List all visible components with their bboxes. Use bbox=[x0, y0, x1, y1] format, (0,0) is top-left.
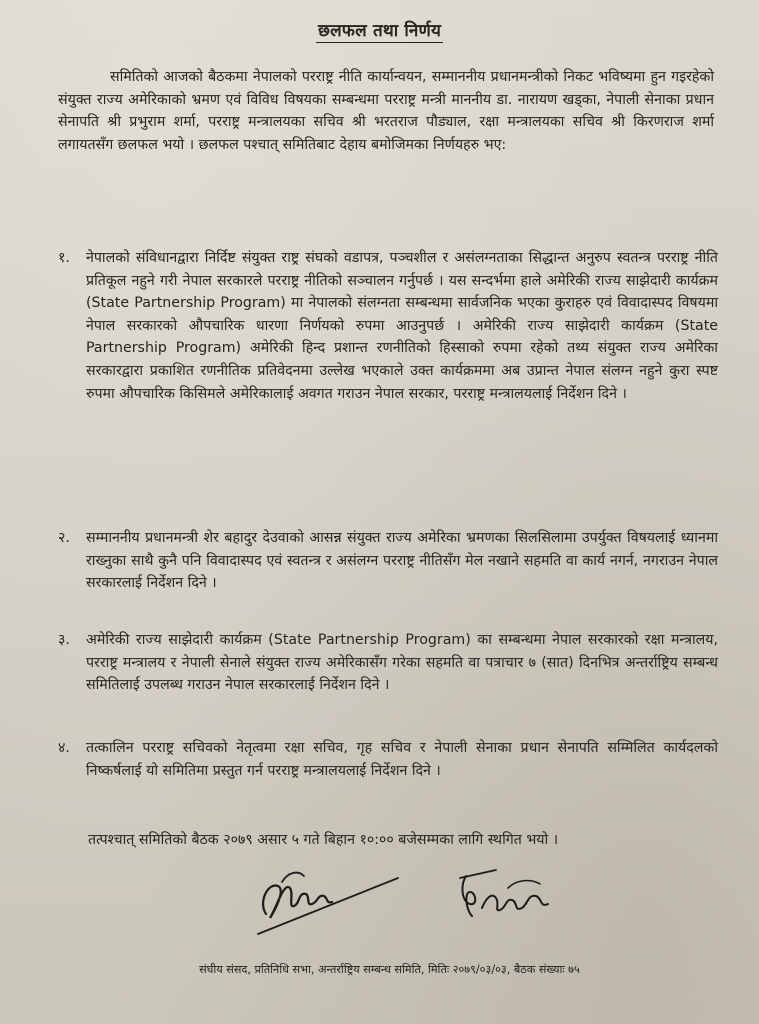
intro-paragraph: समितिको आजको बैठकमा नेपालको परराष्ट्र नीति कार्यान्वयन, सम्माननीय प्रधानमन्त्रीको निकट भविष्यमा हुन गइरहेको संयुक्त राज्य अमेरिकाको भ्रमण एवं विविध विषयका सम्बन्धमा परराष्ट्र मन्त्री माननीय डा. नारायण खड्का, नेपाली सेनाका प्रधान सेनापति श्री प्रभुराम शर्मा, परराष्ट्र मन्त्रालयका सचिव श्री भरतराज पौड्याल, रक्षा मन्त्रालयका सचिव श्री किरणराज शर्मा लगायतसँग छलफल भयो । छलफल पश्चात् समितिबाट देहाय बमोजिमका निर्णयहरु भए: bbox=[58, 69, 714, 153]
closing-statement: तत्पश्चात् समितिको बैठक २०७९ असार ५ गते बिहान १०:०० बजेसम्मका लागि स्थगित भयो । bbox=[88, 832, 559, 848]
decision-item-4 bbox=[58, 737, 718, 782]
document-title-text: छलफल तथा निर्णय bbox=[317, 21, 442, 41]
decision-number: १. bbox=[58, 250, 70, 266]
decision-number: ३. bbox=[58, 632, 70, 648]
decision-text: अमेरिकी राज्य साझेदारी कार्यक्रम (State Partnership Program) का सम्बन्धमा नेपाल सरकारको रक्षा मन्त्रालय, परराष्ट्र मन्त्रालय र नेपाली सेनाले संयुक्त राज्य अमेरिकासँग गरेका सहमति वा पत्राचार ७ (सात) दिनभित्र अन्तर्राष्ट्रिय सम्बन्ध समितिलाई उपलब्ध गराउन नेपाल सरकारलाई निर्देशन दिने । bbox=[86, 632, 718, 694]
decision-item-1 bbox=[58, 247, 718, 405]
decision-text: तत्कालिन परराष्ट्र सचिवको नेतृत्वमा रक्षा सचिव, गृह सचिव र नेपाली सेनाका प्रधान सेनापति सम्मिलित कार्यदलको निष्कर्षलाई यो समितिमा प्रस्तुत गर्न परराष्ट्र मन्त्रालयलाई निर्देशन दिने । bbox=[86, 740, 718, 779]
decision-item-3 bbox=[58, 629, 718, 697]
decision-text: सम्माननीय प्रधानमन्त्री शेर बहादुर देउवाको आसन्न संयुक्त राज्य अमेरिका भ्रमणका सिलसिलामा उपर्युक्त विषयलाई ध्यानमा राख्नुका साथै कुनै पनि विवादास्पद एवं स्वतन्त्र र असंलग्न परराष्ट्र नीतिसँग मेल नखाने सहमति वा कार्य नगर्न, नगराउन नेपाल सरकारलाई निर्देशन दिने । bbox=[86, 530, 718, 592]
signature-right bbox=[452, 862, 562, 932]
document-footer: संघीय संसद, प्रतिनिधि सभा, अन्तर्राष्ट्रिय सम्बन्ध समिति, मितिः २०७९/०३/०३, बैठक संख्याः ७५ bbox=[199, 963, 580, 976]
decision-number: ४. bbox=[58, 740, 70, 756]
decision-item-2 bbox=[58, 527, 718, 595]
document-title bbox=[0, 18, 759, 41]
decision-text: नेपालको संविधानद्वारा निर्दिष्ट संयुक्त राष्ट्र संघको वडापत्र, पञ्चशील र असंलग्नताका सिद्धान्त अनुरुप स्वतन्त्र परराष्ट्र नीति प्रतिकूल नहुने गरी नेपाल सरकारले परराष्ट्र नीतिको सञ्चालन गर्नुपर्छ । यस सन्दर्भमा हाले अमेरिकी राज्य साझेदारी कार्यक्रम (State Partnership Program) मा नेपालको संलग्नता सम्बन्धमा सार्वजनिक भएका कुराहरु एवं विवादास्पद विषयमा नेपाल सरकारको औपचारिक धारणा निर्णयको रुपमा आउनुपर्छ । अमेरिकी राज्य साझेदारी कार्यक्रम (State Partnership Program) अमेरिकी हिन्द प्रशान्त रणनीतिको हिस्साको रुपमा रहेको तथ्य संयुक्त राज्य अमेरिका सरकारद्वारा प्रकाशित रणनीतिक प्रतिवेदनमा उल्लेख भएकाले उक्त कार्यक्रममा अब उप्रान्त नेपाल संलग्न नहुने कुरा स्पष्ट रुपमा औपचारिक किसिमले अमेरिकालाई अवगत गराउन नेपाल सरकार, परराष्ट्र मन्त्रालयलाई निर्देशन दिने । bbox=[86, 250, 718, 402]
signature-left bbox=[248, 852, 408, 942]
decision-number: २. bbox=[58, 530, 70, 546]
